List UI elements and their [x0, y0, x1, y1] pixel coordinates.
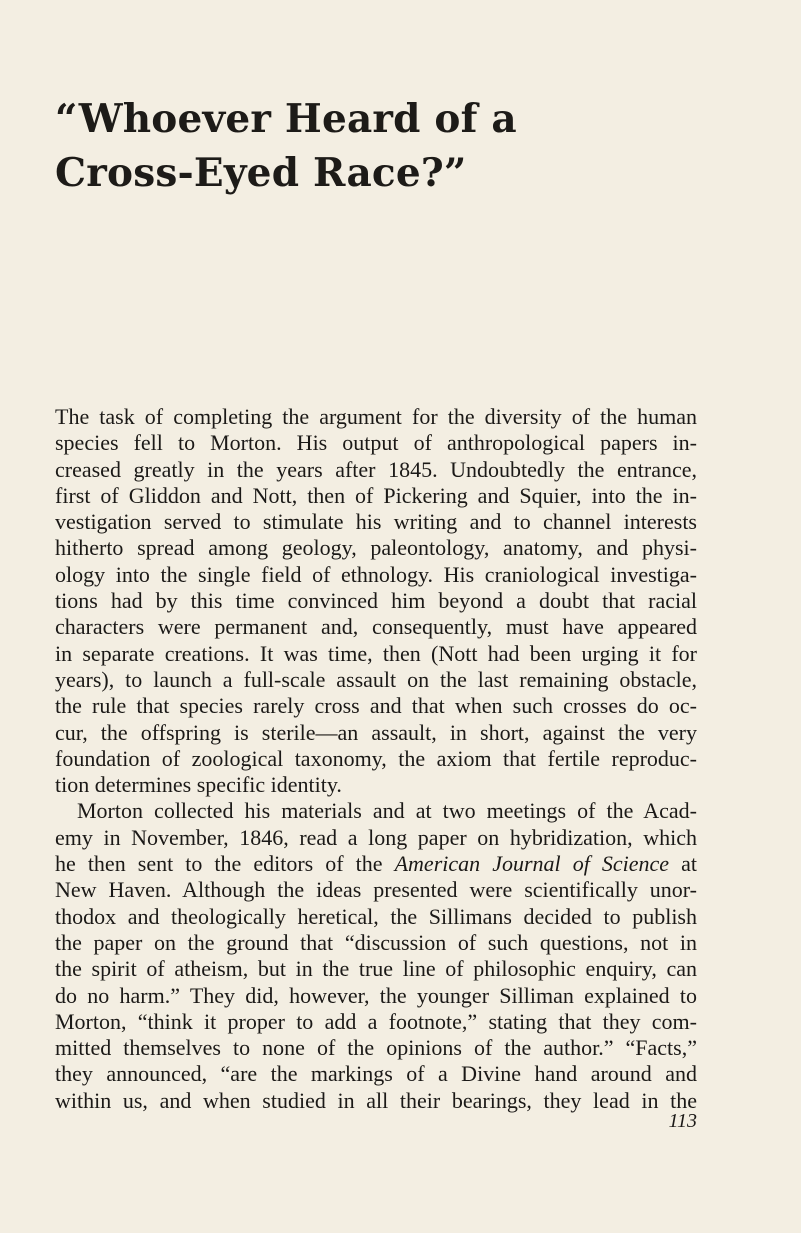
text-line: mitted themselves to none of the opinions of the author.” “Facts,”: [55, 1035, 697, 1061]
chapter-title-line-1: “Whoever Heard of a: [55, 96, 517, 142]
text-line: cur, the offspring is sterile—an assault, in short, against the very: [55, 719, 697, 745]
text-line: foundation of zoological taxonomy, the axiom that fertile reproduc-: [55, 745, 697, 771]
text-line: characters were permanent and, consequently, must have appeared: [55, 614, 697, 640]
text-fragment: at: [669, 851, 697, 877]
text-line: tion determines specific identity.: [55, 772, 342, 798]
journal-title: American Journal of Science: [394, 851, 670, 877]
text-line: Morton collected his materials and at two meetings of the Acad-: [77, 798, 697, 824]
chapter-title-line-2: Cross-Eyed Race?”: [55, 150, 467, 196]
text-line: New Haven. Although the ideas presented were scientifically unor-: [55, 877, 697, 903]
text-line: Morton, “think it proper to add a footnote,” stating that they com-: [55, 1008, 697, 1034]
text-line: they announced, “are the markings of a Divine hand around and: [55, 1061, 697, 1087]
text-line: in separate creations. It was time, then (Nott had been urging it for: [55, 640, 697, 666]
text-line: do no harm.” They did, however, the younger Silliman explained to: [55, 982, 697, 1008]
text-line: emy in November, 1846, read a long paper on hybridization, which: [55, 824, 697, 850]
text-line: years), to launch a full-scale assault on the last remaining obstacle,: [55, 666, 697, 692]
text-line: first of Gliddon and Nott, then of Pickering and Squier, into the in-: [55, 482, 697, 508]
text-line: hitherto spread among geology, paleontology, anatomy, and physi-: [55, 535, 697, 561]
text-line: the spirit of atheism, but in the true line of philosophic enquiry, can: [55, 956, 697, 982]
text-line: [55, 851, 697, 877]
page-number: 113: [668, 1110, 697, 1132]
body-text: [55, 404, 697, 1114]
text-line: vestigation served to stimulate his writing and to channel interests: [55, 509, 697, 535]
text-line: creased greatly in the years after 1845. Undoubtedly the entrance,: [55, 456, 697, 482]
text-line: the rule that species rarely cross and that when such crosses do oc-: [55, 693, 697, 719]
text-line: within us, and when studied in all their bearings, they lead in the: [55, 1087, 697, 1113]
text-line: tions had by this time convinced him beyond a doubt that racial: [55, 588, 697, 614]
paragraph-2: [55, 798, 697, 1114]
text-fragment: he then sent to the editors of the: [55, 851, 395, 877]
paragraph-1: [55, 404, 697, 798]
chapter-title: [55, 92, 755, 200]
text-line: species fell to Morton. His output of anthropological papers in-: [55, 430, 697, 456]
text-line: thodox and theologically heretical, the Sillimans decided to publish: [55, 903, 697, 929]
text-line: The task of completing the argument for the diversity of the human: [55, 404, 697, 429]
text-line: ology into the single field of ethnology. His craniological investiga-: [55, 561, 697, 587]
text-line: the paper on the ground that “discussion of such questions, not in: [55, 929, 697, 955]
